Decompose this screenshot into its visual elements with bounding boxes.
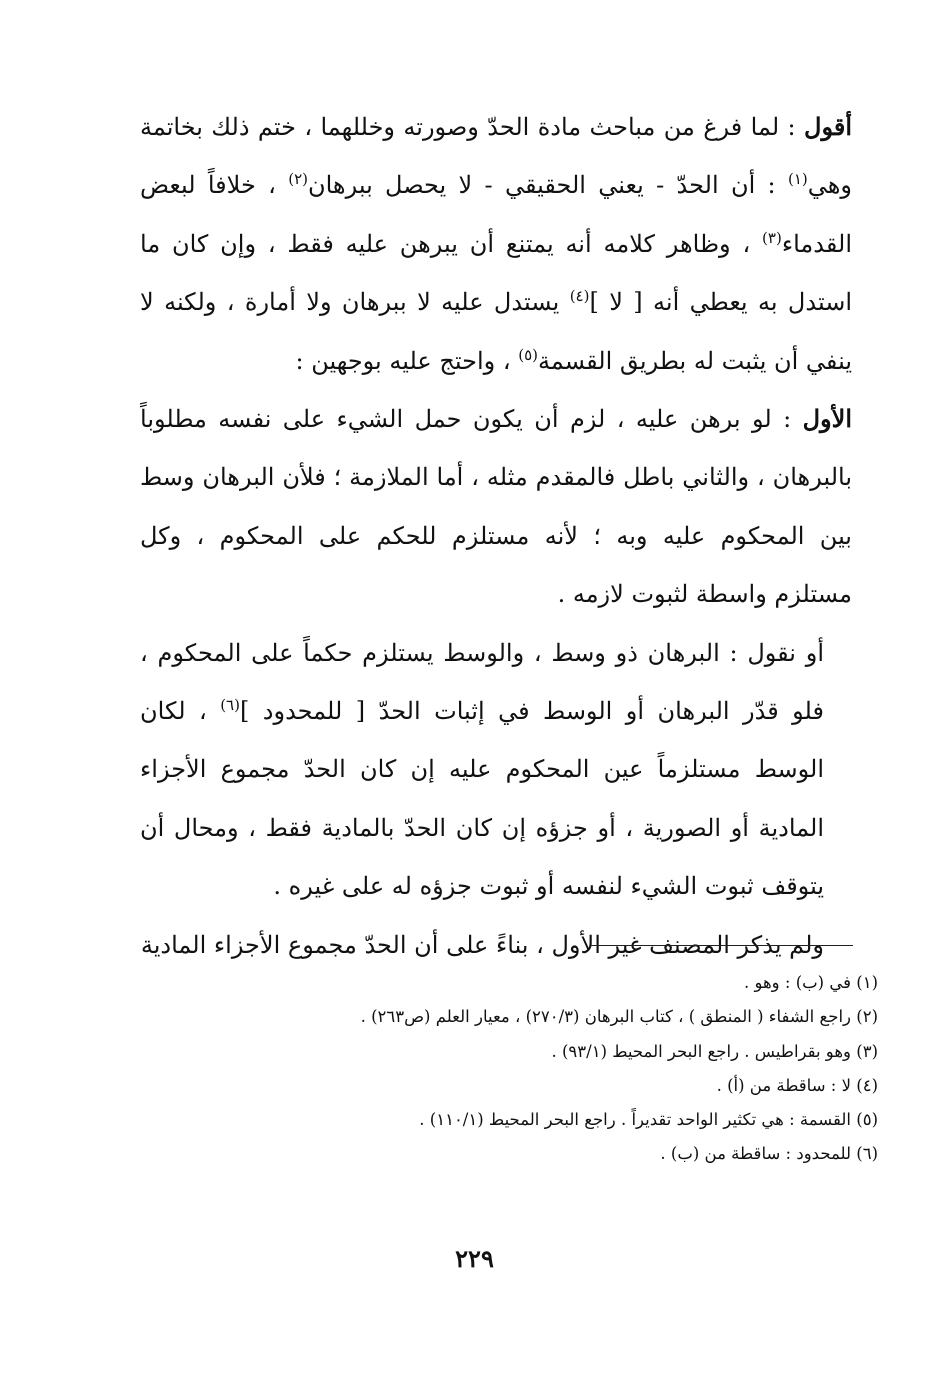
paragraph-text: ، وظاهر كلامه أنه يمتنع أن يبرهن عليه فقط ، وإن كان ما استدل به يعطي أنه [ لا ] (140, 229, 852, 317)
footnote-separator (591, 945, 853, 946)
footnote-1: (١) في (ب) : وهو . (743, 973, 878, 992)
footnote-ref-4: (٤) (569, 287, 590, 306)
paragraph-text: يستدل عليه لا ببرهان ولا أمارة ، ولكنه لا ينفي أن يثبت له بطريق القسمة (140, 288, 852, 375)
footnote-2: (٢) راجع الشفاء ( المنطق ) ، كتاب البرهان (٢٧٠/٣) ، معيار العلم (ص٢٦٣) . (360, 1007, 878, 1027)
footnote-ref-3: (٣) (762, 228, 782, 247)
paragraph-text: : لما فرغ من مباحث مادة الحدّ وصورته وخللهما ، ختم ذلك بخاتمة وهي (140, 113, 853, 200)
footnote-4: (٤) لا : ساقطة من (أ) . (716, 1075, 878, 1095)
paragraph-text: ولم يذكر المصنف غير الأول ، بناءً على أن الحدّ مجموع الأجزاء المادية (140, 930, 824, 959)
paragraph-lead: الأول (802, 404, 852, 434)
footnote-ref-6: (٦) (220, 696, 240, 715)
footnote-ref-2: (٢) (288, 170, 308, 189)
footnotes (140, 966, 878, 1172)
paragraph-text: أو نقول : البرهان ذو وسط ، والوسط يستلزم حكماً على المحكوم ، فلو قدّر البرهان أو الوسط في إثبات الحدّ [ للمحدود ] (140, 638, 824, 726)
paragraph-text: ، واحتج عليه بوجهين : (295, 346, 511, 375)
paragraph-text: : أن الحدّ - يعني الحقيقي - لا يحصل ببرهان (307, 171, 776, 200)
main-text (140, 98, 852, 974)
footnote-6: (٦) للمحدود : ساقطة من (ب) . (660, 1144, 878, 1164)
footnote-3: (٣) وهو بقراطيس . راجع البحر المحيط (٩٣/١) . (551, 1041, 878, 1061)
paragraph-3 (140, 624, 852, 916)
paragraph-text: ، خلافاً لبعض القدماء (140, 171, 852, 258)
paragraph-lead: أقول (804, 112, 852, 141)
footnote-ref-5: (٥) (518, 345, 538, 364)
paragraph-text: ، لكان الوسط مستلزماً عين المحكوم عليه إن كان الحدّ مجموع الأجزاء المادية أو الصورية ، أو جزؤه إن كان الحدّ بالمادية فقط ، ومحال أن يتوقف ثبوت الشيء لنفسه أو ثبوت جزؤه له على غيره . (140, 697, 824, 901)
paragraph-text: : لو برهن عليه ، لزم أن يكون حمل الشيء على نفسه مطلوباً بالبرهان ، والثاني باطل فالمقدم مثله ، أما الملازمة ؛ فلأن البرهان وسط بين المحكوم عليه وبه ؛ لأنه مستلزم للحكم على المحكوم ، وكل مستلزم واسطة لثبوت لازمه . (140, 405, 852, 609)
footnote-ref-1: (١) (787, 170, 808, 189)
paragraph-2 (140, 390, 852, 624)
page-number: ٢٢٩ (455, 1244, 494, 1273)
footnote-5: (٥) القسمة : هي تكثير الواحد تقديراً . راجع البحر المحيط (١١٠/١) . (419, 1110, 878, 1130)
paragraph-1 (140, 98, 852, 390)
